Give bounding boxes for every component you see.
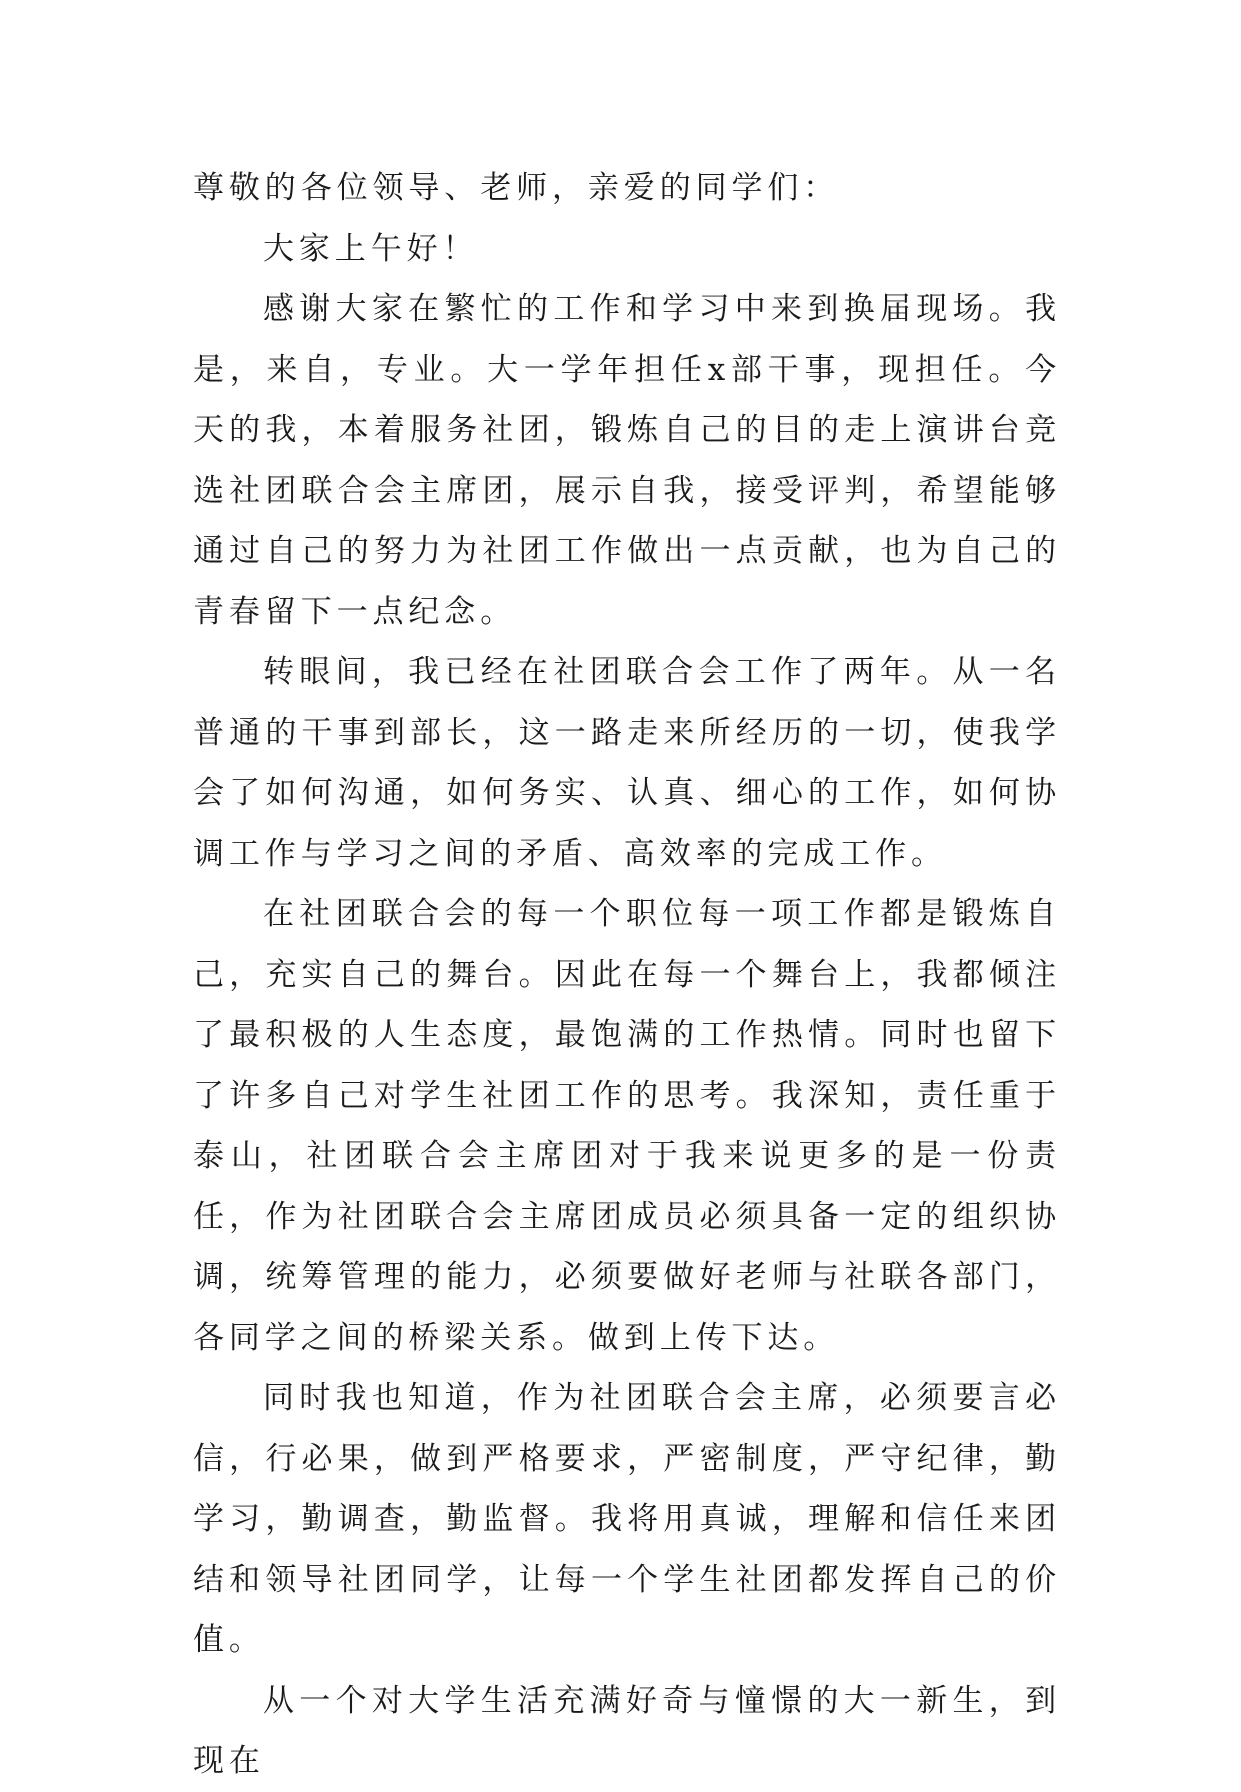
salutation: 尊敬的各位领导、老师，亲爱的同学们： xyxy=(193,170,840,206)
paragraph-closing: 从一个对大学生活充满好奇与憧憬的大一新生，到现在 xyxy=(193,1682,1061,1779)
paragraph-commitment: 同时我也知道，作为社团联合会主席，必须要言必信，行必果，做到严格要求，严密制度，严守纪律，勤学习，勤调查，勤监督。我将用真诚，理解和信任来团结和领导社团同学，让每一个学生社团都发挥自己的价值。 xyxy=(193,1380,1061,1658)
speech-body xyxy=(193,158,1061,1792)
greeting: 大家上午好！ xyxy=(263,230,479,267)
paragraph-experience: 转眼间，我已经在社团联合会工作了两年。从一名普通的干事到部长，这一路走来所经历的一切，使我学会了如何沟通，如何务实、认真、细心的工作，如何协调工作与学习之间的矛盾、高效率的完成工作。 xyxy=(193,654,1061,872)
paragraph-responsibility: 在社团联合会的每一个职位每一项工作都是锻炼自己，充实自己的舞台。因此在每一个舞台上，我都倾注了最积极的人生态度，最饱满的工作热情。同时也留下了许多自己对学生社团工作的思考。我深知，责任重于泰山，社团联合会主席团对于我来说更多的是一份责任，作为社团联合会主席团成员必须具备一定的组织协调，统筹管理的能力，必须要做好老师与社联各部门，各同学之间的桥梁关系。做到上传下达。 xyxy=(193,896,1061,1356)
paragraph-intro: 感谢大家在繁忙的工作和学习中来到换届现场。我是，来自，专业。大一学年担任x部干事，现担任。今天的我，本着服务社团，锻炼自己的目的走上演讲台竞选社团联合会主席团，展示自我，接受评判，希望能够通过自己的努力为社团工作做出一点贡献，也为自己的青春留下一点纪念。 xyxy=(193,291,1061,630)
